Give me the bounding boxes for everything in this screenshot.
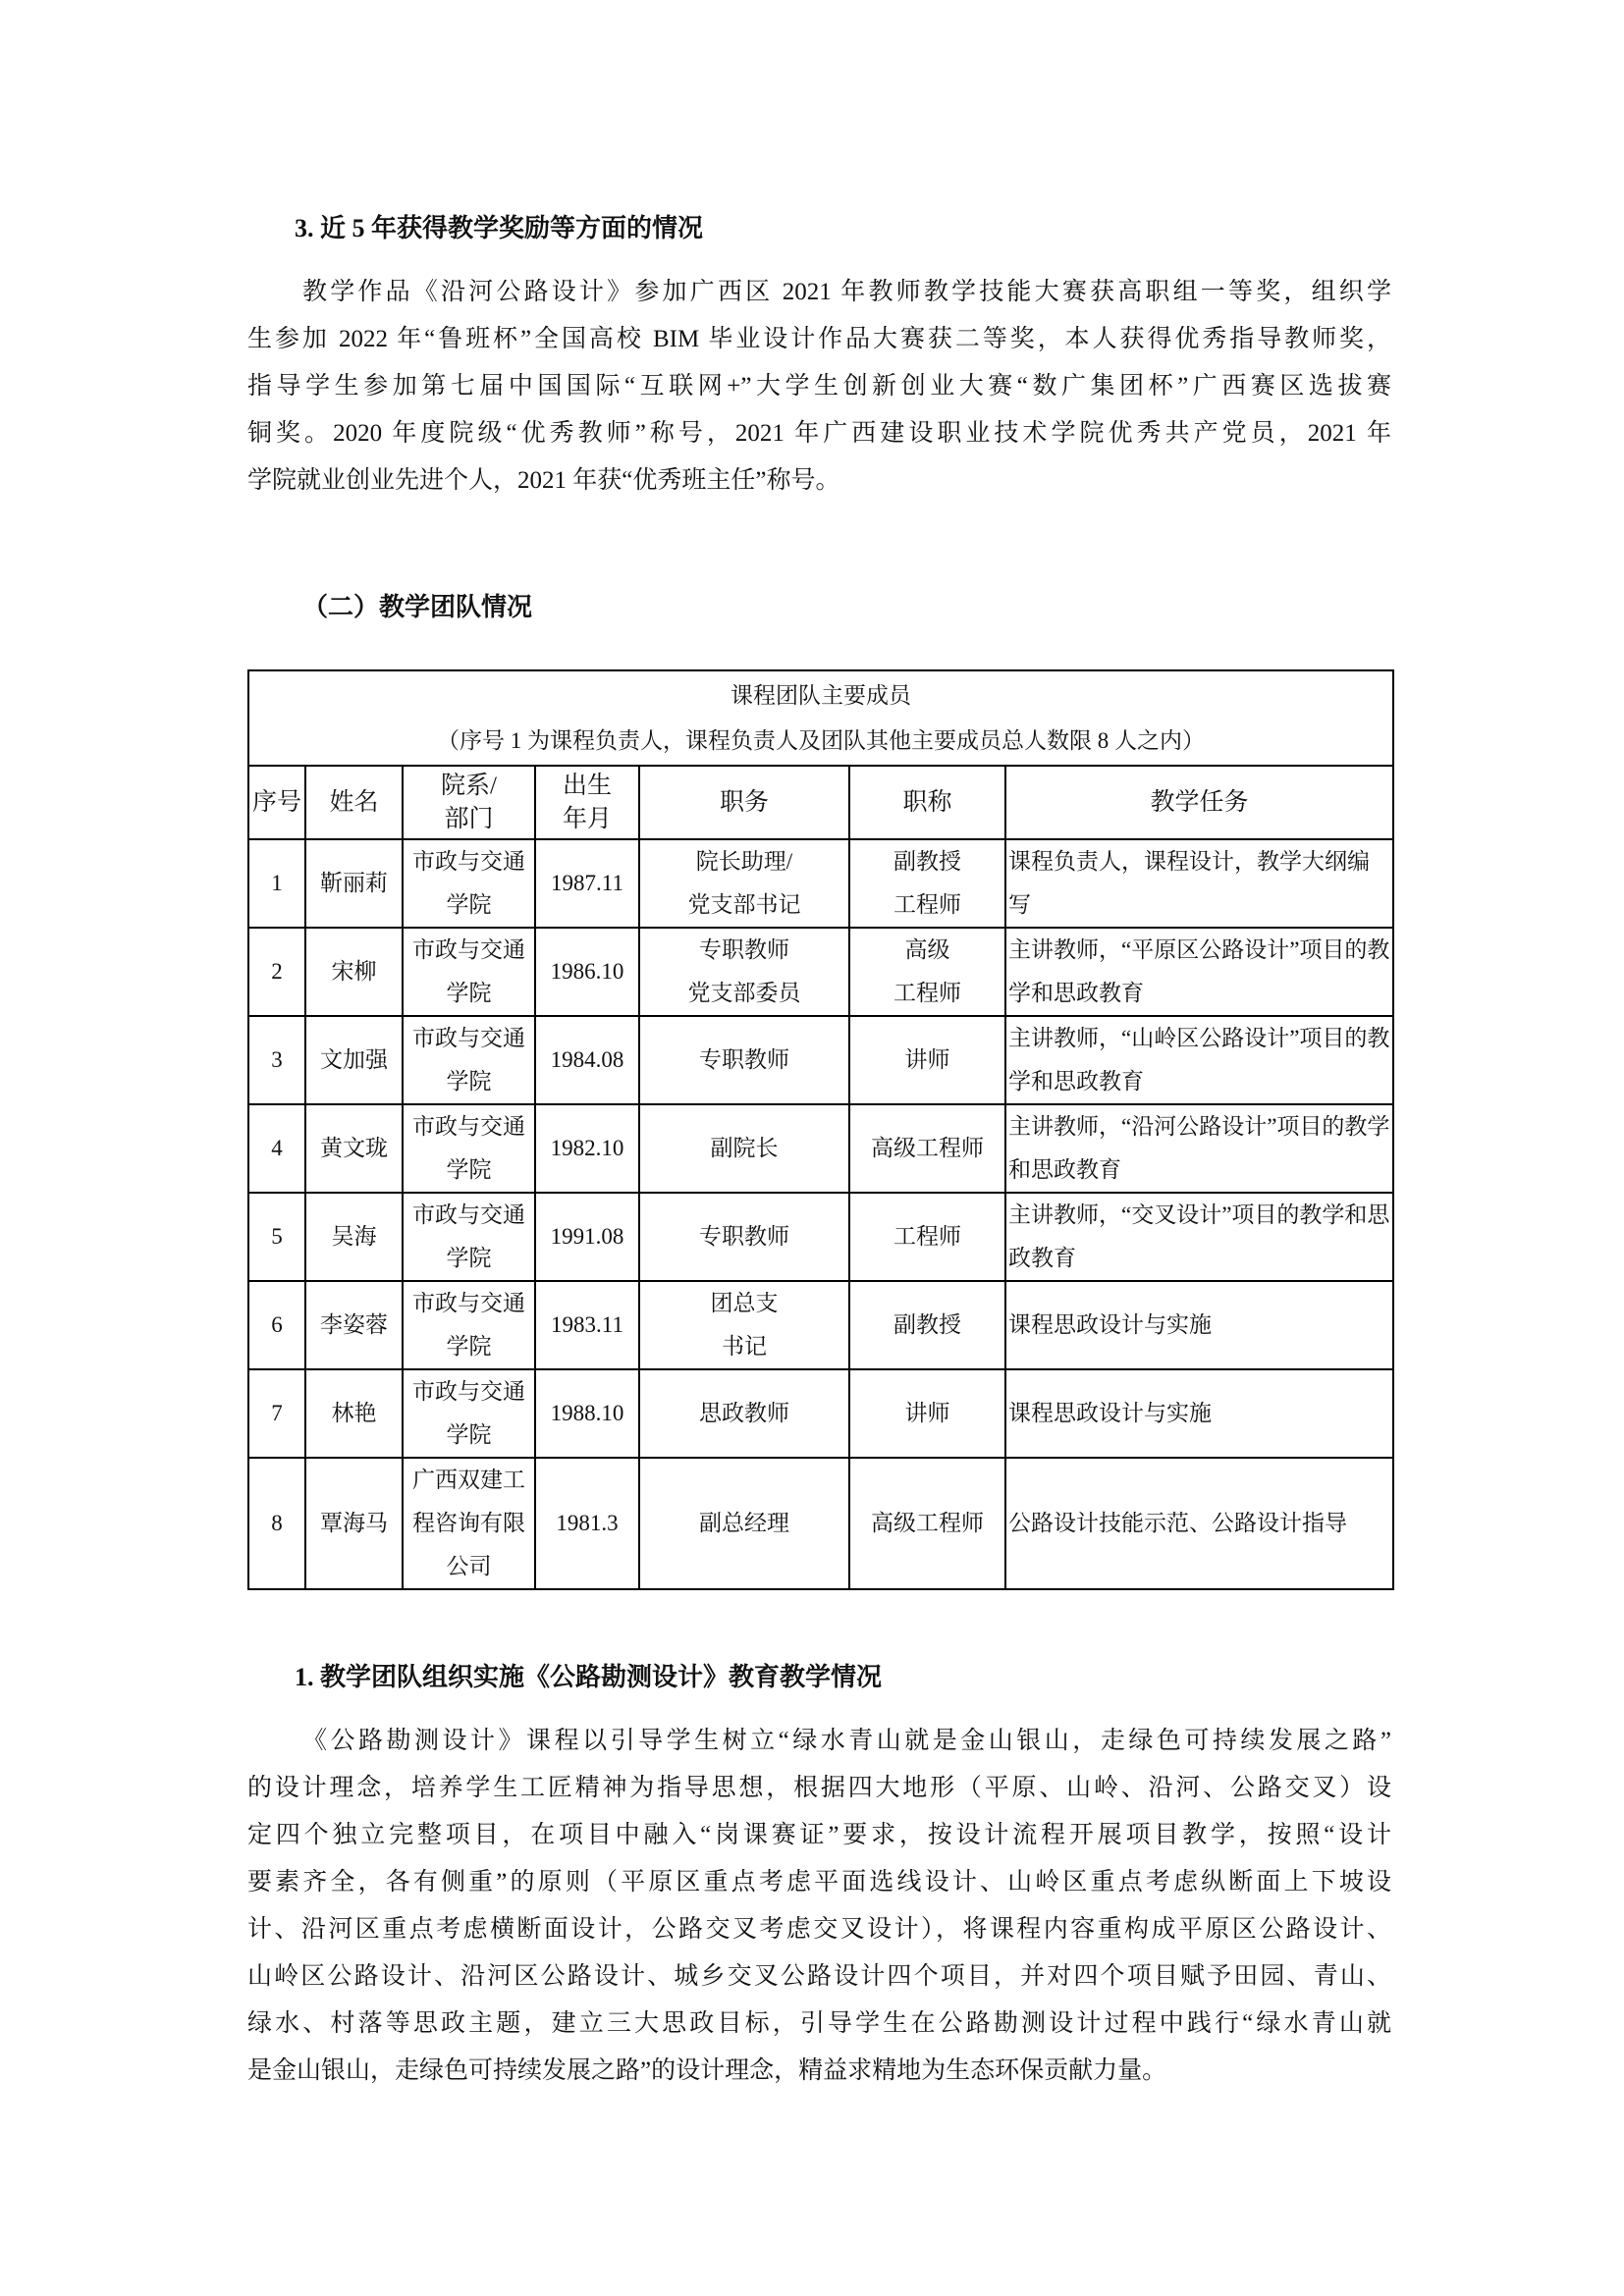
paragraph-line: 的设计理念，培养学生工匠精神为指导思想，根据四大地形（平原、山岭、沿河、公路交叉）设 xyxy=(247,1775,1391,1801)
header-department: 院系/ 部门 xyxy=(403,766,535,839)
cell-seq: 5 xyxy=(248,1193,305,1281)
paragraph-line: 要素齐全，各有侧重”的原则（平原区重点考虑平面选线设计、山岭区重点考虑纵断面上下坡设 xyxy=(247,1869,1391,1896)
cell-name: 宋柳 xyxy=(305,928,403,1016)
paragraph-line: 山岭区公路设计、沿河区公路设计、城乡交叉公路设计四个项目，并对四个项目赋予田园、青山、 xyxy=(247,1963,1391,1990)
cell-task: 主讲教师，“平原区公路设计”项目的教学和思政教育 xyxy=(1005,928,1393,1016)
cell-title: 副教授 xyxy=(849,1281,1005,1369)
cell-birth: 1986.10 xyxy=(535,928,639,1016)
section1-paragraph xyxy=(247,1718,1391,2095)
cell-title: 讲师 xyxy=(849,1369,1005,1458)
table-row xyxy=(248,1193,1393,1281)
table-header-row xyxy=(248,766,1393,839)
cell-position: 专职教师 党支部委员 xyxy=(639,928,849,1016)
table-row xyxy=(248,1104,1393,1193)
table-row xyxy=(248,1281,1393,1369)
cell-title: 副教授 工程师 xyxy=(849,839,1005,928)
table-subtitle: （序号 1 为课程负责人，课程负责人及团队其他主要成员总人数限 8 人之内） xyxy=(437,727,1206,753)
section3-heading: 3. 近 5 年获得教学奖励等方面的情况 xyxy=(295,214,704,242)
cell-department: 市政与交通 学院 xyxy=(403,928,535,1016)
cell-department: 市政与交通 学院 xyxy=(403,1369,535,1458)
cell-name: 吴海 xyxy=(305,1193,403,1281)
cell-position: 思政教师 xyxy=(639,1369,849,1458)
paragraph-line: 铜奖。2020 年度院级“优秀教师”称号，2021 年广西建设职业技术学院优秀共产党员，2021 年 xyxy=(247,420,1391,447)
table-row xyxy=(248,839,1393,928)
paragraph-line: 绿水、村落等思政主题，建立三大思政目标，引导学生在公路勘测设计过程中践行“绿水青山就 xyxy=(247,2010,1391,2037)
header-position: 职务 xyxy=(639,766,849,839)
cell-seq: 2 xyxy=(248,928,305,1016)
cell-task: 课程思政设计与实施 xyxy=(1005,1369,1393,1458)
cell-title: 工程师 xyxy=(849,1193,1005,1281)
table-row xyxy=(248,928,1393,1016)
table-row xyxy=(248,1016,1393,1104)
table-row xyxy=(248,1369,1393,1458)
cell-birth: 1991.08 xyxy=(535,1193,639,1281)
cell-seq: 6 xyxy=(248,1281,305,1369)
table-row xyxy=(248,1458,1393,1589)
cell-name: 覃海马 xyxy=(305,1458,403,1589)
paragraph-line: 是金山银山，走绿色可持续发展之路”的设计理念，精益求精地为生态环保贡献力量。 xyxy=(247,2057,1167,2084)
cell-birth: 1984.08 xyxy=(535,1016,639,1104)
cell-department: 市政与交通 学院 xyxy=(403,1281,535,1369)
cell-department: 市政与交通 学院 xyxy=(403,1193,535,1281)
paragraph-line: 教学作品《沿河公路设计》参加广西区 2021 年教师教学技能大赛获高职组一等奖，组织学 xyxy=(302,279,1391,305)
cell-name: 靳丽莉 xyxy=(305,839,403,928)
cell-position: 院长助理/ 党支部书记 xyxy=(639,839,849,928)
cell-seq: 8 xyxy=(248,1458,305,1589)
paragraph-line: 《公路勘测设计》课程以引导学生树立“绿水青山就是金山银山，走绿色可持续发展之路” xyxy=(302,1728,1391,1754)
team-members-table xyxy=(247,669,1394,1590)
cell-position: 专职教师 xyxy=(639,1193,849,1281)
header-title: 职称 xyxy=(849,766,1005,839)
header-task: 教学任务 xyxy=(1005,766,1393,839)
paragraph-line: 计、沿河区重点考虑横断面设计，公路交叉考虑交叉设计），将课程内容重构成平原区公路设计、 xyxy=(247,1916,1391,1943)
cell-birth: 1982.10 xyxy=(535,1104,639,1193)
cell-department: 市政与交通 学院 xyxy=(403,1016,535,1104)
cell-birth: 1988.10 xyxy=(535,1369,639,1458)
cell-task: 课程思政设计与实施 xyxy=(1005,1281,1393,1369)
cell-task: 主讲教师，“沿河公路设计”项目的教学和思政教育 xyxy=(1005,1104,1393,1193)
section3-paragraph xyxy=(247,269,1391,505)
header-name: 姓名 xyxy=(305,766,403,839)
cell-seq: 1 xyxy=(248,839,305,928)
paragraph-line: 指导学生参加第七届中国国际“互联网+”大学生创新创业大赛“数广集团杯”广西赛区选拔赛 xyxy=(247,373,1391,400)
paragraph-line: 学院就业创业先进个人，2021 年获“优秀班主任”称号。 xyxy=(247,467,840,494)
cell-name: 李姿蓉 xyxy=(305,1281,403,1369)
cell-seq: 3 xyxy=(248,1016,305,1104)
header-seq: 序号 xyxy=(248,766,305,839)
cell-task: 主讲教师，“山岭区公路设计”项目的教学和思政教育 xyxy=(1005,1016,1393,1104)
table-title: 课程团队主要成员 xyxy=(731,682,912,708)
cell-position: 团总支 书记 xyxy=(639,1281,849,1369)
cell-name: 黄文珑 xyxy=(305,1104,403,1193)
cell-birth: 1981.3 xyxy=(535,1458,639,1589)
section1-heading: 1. 教学团队组织实施《公路勘测设计》教育教学情况 xyxy=(295,1663,883,1691)
cell-task: 主讲教师，“交叉设计”项目的教学和思政教育 xyxy=(1005,1193,1393,1281)
cell-position: 副院长 xyxy=(639,1104,849,1193)
paragraph-line: 定四个独立完整项目，在项目中融入“岗课赛证”要求，按设计流程开展项目教学，按照“设计 xyxy=(247,1822,1391,1848)
section2-heading: （二）教学团队情况 xyxy=(302,593,533,621)
cell-title: 高级 工程师 xyxy=(849,928,1005,1016)
cell-title: 讲师 xyxy=(849,1016,1005,1104)
cell-task: 公路设计技能示范、公路设计指导 xyxy=(1005,1458,1393,1589)
cell-position: 副总经理 xyxy=(639,1458,849,1589)
cell-title: 高级工程师 xyxy=(849,1104,1005,1193)
cell-name: 林艳 xyxy=(305,1369,403,1458)
cell-department: 市政与交通 学院 xyxy=(403,1104,535,1193)
paragraph-line: 生参加 2022 年“鲁班杯”全国高校 BIM 毕业设计作品大赛获二等奖，本人获得优秀指导教师奖， xyxy=(247,326,1391,352)
cell-position: 专职教师 xyxy=(639,1016,849,1104)
cell-birth: 1983.11 xyxy=(535,1281,639,1369)
cell-department: 市政与交通 学院 xyxy=(403,839,535,928)
header-birth: 出生 年月 xyxy=(535,766,639,839)
cell-title: 高级工程师 xyxy=(849,1458,1005,1589)
cell-seq: 7 xyxy=(248,1369,305,1458)
table-caption xyxy=(248,670,1393,766)
cell-birth: 1987.11 xyxy=(535,839,639,928)
cell-department: 广西双建工 程咨询有限 公司 xyxy=(403,1458,535,1589)
cell-seq: 4 xyxy=(248,1104,305,1193)
cell-task: 课程负责人，课程设计，教学大纲编写 xyxy=(1005,839,1393,928)
cell-name: 文加强 xyxy=(305,1016,403,1104)
